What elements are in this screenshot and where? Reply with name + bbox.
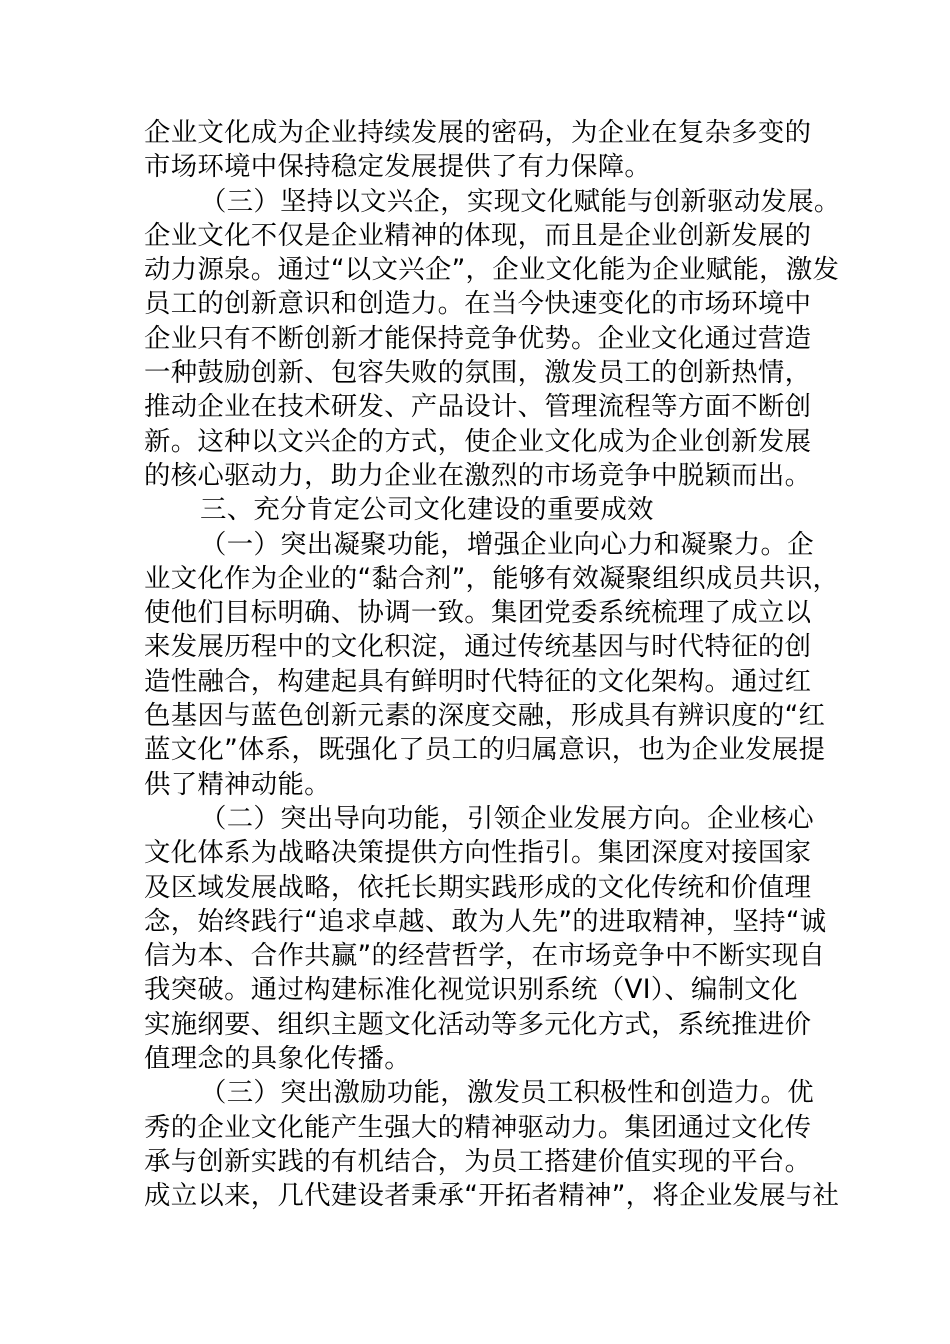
text-line: 信为本、合作共赢”的经营哲学，在市场竞争中不断实现自 (144, 940, 826, 972)
chapter-heading: 三、充分肯定公司文化建设的重要成效 (200, 494, 654, 526)
section-heading: （三）坚持以文兴企，实现文化赋能与创新驱动发展。 (200, 185, 841, 217)
text-line: 新。这种以文兴企的方式，使企业文化成为企业创新发展 (144, 425, 812, 457)
text-line: 员工的创新意识和创造力。在当今快速变化的市场环境中 (144, 288, 812, 320)
section-heading: （三）突出激励功能，激发员工积极性和创造力。优 (200, 1077, 814, 1109)
text-line: 念，始终践行“追求卓越、敢为人先”的进取精神，坚持“诚 (144, 905, 827, 937)
text-line: 秀的企业文化能产生强大的精神驱动力。集团通过文化传 (144, 1111, 812, 1143)
text-line: 一种鼓励创新、包容失败的氛围，激发员工的创新热情， (144, 357, 812, 389)
text-line: 市场环境中保持稳定发展提供了有力保障。 (144, 151, 652, 183)
text-line: 推动企业在技术研发、产品设计、管理流程等方面不断创 (144, 391, 812, 423)
text-line: 文化体系为战略决策提供方向性指引。集团深度对接国家 (144, 837, 812, 869)
text-line: 值理念的具象化传播。 (144, 1043, 411, 1075)
text-line: 承与创新实践的有机结合，为员工搭建价值实现的平台。 (144, 1145, 812, 1177)
document-page (144, 116, 841, 1214)
text-line: 企业文化成为企业持续发展的密码，为企业在复杂多变的 (144, 117, 812, 148)
text-line: 我突破。通过构建标准化视觉识别系统（VI）、编制文化 (144, 974, 798, 1006)
text-line: 成立以来，几代建设者秉承“开拓者精神”，将企业发展与社 (144, 1180, 840, 1212)
text-line: 的核心驱动力，助力企业在激烈的市场竞争中脱颖而出。 (144, 459, 812, 491)
text-line: 蓝文化”体系，既强化了员工的归属意识，也为企业发展提 (144, 734, 826, 766)
section-heading: （二）突出导向功能，引领企业发展方向。企业核心 (200, 802, 814, 834)
text-line: 企业只有不断创新才能保持竞争优势。企业文化通过营造 (144, 322, 812, 354)
text-line: 色基因与蓝色创新元素的深度交融，形成具有辨识度的“红 (144, 700, 826, 732)
text-line: 造性融合，构建起具有鲜明时代特征的文化架构。通过红 (144, 665, 812, 697)
text-line: 及区域发展战略，依托长期实践形成的文化传统和价值理 (144, 871, 812, 903)
text-line: 业文化作为企业的“黏合剂”，能够有效凝聚组织成员共识， (144, 562, 840, 594)
text-line: 企业文化不仅是企业精神的体现，而且是企业创新发展的 (144, 219, 812, 251)
text-line: 供了精神动能。 (144, 768, 331, 800)
text-line: 使他们目标明确、协调一致。集团党委系统梳理了成立以 (144, 597, 812, 629)
text-line: 来发展历程中的文化积淀，通过传统基因与时代特征的创 (144, 631, 812, 663)
text-line: 动力源泉。通过“以文兴企”，企业文化能为企业赋能，激发 (144, 254, 840, 286)
text-line: 实施纲要、组织主题文化活动等多元化方式，系统推进价 (144, 1008, 812, 1040)
section-heading: （一）突出凝聚功能，增强企业向心力和凝聚力。企 (200, 528, 814, 560)
